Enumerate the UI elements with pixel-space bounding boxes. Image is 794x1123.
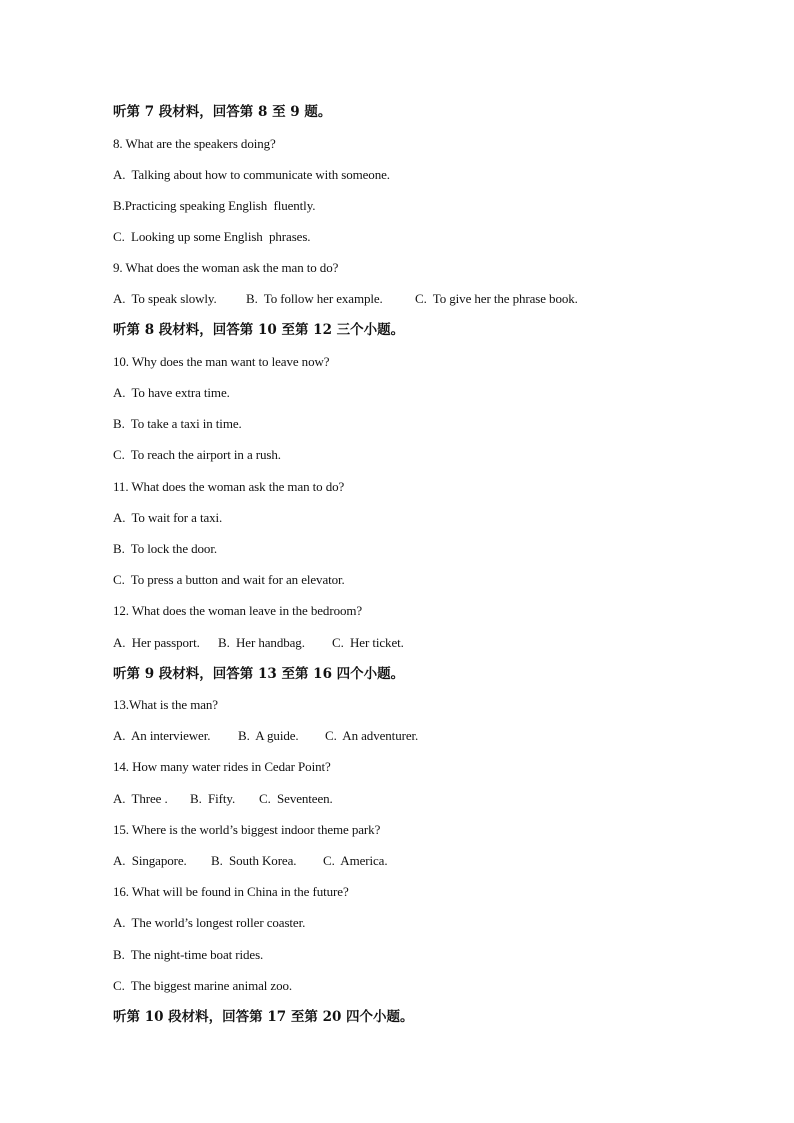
question-15-stem: 15. Where is the world’s biggest indoor theme park? <box>113 822 381 837</box>
question-10-option-b: B. To take a taxi in time. <box>113 416 242 431</box>
question-12-option-b: B. Her handbag. <box>218 635 305 650</box>
question-9-option-a: A. To speak slowly. <box>113 291 217 306</box>
question-15-option-b: B. South Korea. <box>211 853 297 868</box>
question-12-option-c: C. Her ticket. <box>332 635 404 650</box>
question-8-option-b: B.Practicing speaking English fluently. <box>113 198 316 213</box>
question-16-option-c: C. The biggest marine animal zoo. <box>113 978 293 993</box>
section-heading-7: 听第 7 段材料，回答第 8 至 9 题。 <box>113 104 332 120</box>
question-14-option-a: A. Three . <box>113 791 168 806</box>
question-11-stem: 11. What does the woman ask the man to do? <box>113 479 345 494</box>
question-8-option-a: A. Talking about how to communicate with someone. <box>113 167 390 182</box>
question-9-stem: 9. What does the woman ask the man to do? <box>113 260 339 275</box>
question-10-stem: 10. Why does the man want to leave now? <box>113 354 330 369</box>
question-16-option-a: A. The world’s longest roller coaster. <box>113 915 306 930</box>
question-14-stem: 14. How many water rides in Cedar Point? <box>113 759 331 774</box>
question-13-option-c: C. An adventurer. <box>325 728 419 743</box>
section-heading-9: 听第 9 段材料，回答第 13 至第 16 四个小题。 <box>113 666 405 682</box>
question-12-stem: 12. What does the woman leave in the bedroom? <box>113 603 363 618</box>
question-8-option-c: C. Looking up some English phrases. <box>113 229 311 244</box>
question-10-option-c: C. To reach the airport in a rush. <box>113 447 281 462</box>
question-11-option-b: B. To lock the door. <box>113 541 217 556</box>
question-8-stem: 8. What are the speakers doing? <box>113 136 276 151</box>
question-11-option-c: C. To press a button and wait for an elevator. <box>113 572 345 587</box>
section-heading-10: 听第 10 段材料，回答第 17 至第 20 四个小题。 <box>113 1009 414 1025</box>
question-11-option-a: A. To wait for a taxi. <box>113 510 223 525</box>
question-13-option-b: B. A guide. <box>238 728 299 743</box>
question-15-option-a: A. Singapore. <box>113 853 187 868</box>
question-14-option-b: B. Fifty. <box>190 791 236 806</box>
question-14-option-c: C. Seventeen. <box>259 791 333 806</box>
question-10-option-a: A. To have extra time. <box>113 385 230 400</box>
question-9-option-c: C. To give her the phrase book. <box>415 291 578 306</box>
question-15-option-c: C. America. <box>323 853 388 868</box>
section-heading-8: 听第 8 段材料，回答第 10 至第 12 三个小题。 <box>113 322 405 338</box>
question-13-option-a: A. An interviewer. <box>113 728 211 743</box>
question-16-stem: 16. What will be found in China in the future? <box>113 884 349 899</box>
question-13-stem: 13.What is the man? <box>113 697 218 712</box>
question-12-option-a: A. Her passport. <box>113 635 200 650</box>
question-16-option-b: B. The night-time boat rides. <box>113 947 264 962</box>
question-9-option-b: B. To follow her example. <box>246 291 383 306</box>
